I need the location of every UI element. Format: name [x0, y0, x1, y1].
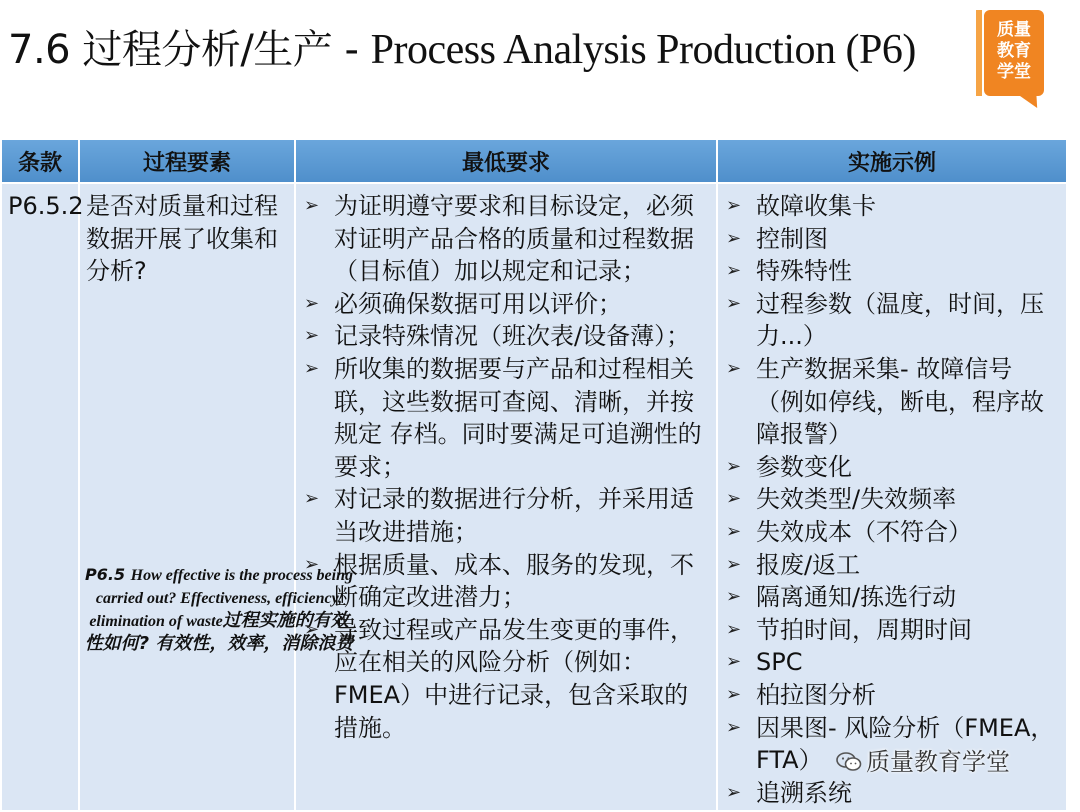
examples-cell — [717, 183, 1067, 811]
logo-tab — [976, 10, 982, 96]
note-chinese: 过程实施的有效性如何? 有效性，效率，消除浪费 — [84, 610, 354, 654]
list-item: ➢ 参数变化 — [726, 451, 1060, 484]
element-cell — [79, 183, 354, 811]
watermark-text: 质量教育学堂 — [866, 748, 1010, 776]
list-item: ➢ 特殊特性 — [726, 255, 1060, 288]
list-item: ➢ 为证明遵守要求和目标设定，必须对证明产品合格的质量和过程数据（目标值）加以规定和记录； — [304, 190, 710, 288]
requirements-table — [0, 138, 1068, 812]
page-title — [8, 18, 916, 75]
requirements-list — [296, 184, 716, 744]
examples-list — [718, 184, 1066, 809]
list-item: ➢ 所收集的数据要与产品和过程相关联，这些数据可查阅、清晰，并按规定 存档。同时要满足可追溯性的要求； — [304, 353, 710, 483]
header-minimum-requirements: 最低要求 — [295, 139, 717, 183]
list-item: ➢ SPC — [726, 646, 1060, 679]
list-item: ➢ 隔离通知/拣选行动 — [726, 581, 1060, 614]
list-item: ➢ 报废/返工 — [726, 549, 1060, 582]
list-item: ➢ 必须确保数据可用以评价； — [304, 288, 710, 321]
wechat-icon — [836, 752, 862, 772]
list-item: ➢ 记录特殊情况（班次表/设备薄）； — [304, 320, 710, 353]
list-item: ➢ 失效类型/失效频率 — [726, 483, 1060, 516]
list-item: ➢ 导致过程或产品发生变更的事件，应在相关的风险分析（例如： FMEA）中进行记录，包含采取的措施。 — [304, 614, 710, 744]
note-code: P6.5 — [85, 565, 126, 584]
header-implementation-examples: 实施示例 — [717, 139, 1067, 183]
list-item: ➢ 根据质量、成本、服务的发现，不断确定改进潜力； — [304, 549, 710, 614]
list-item: ➢ 追溯系统 — [726, 777, 1060, 810]
list-item: ➢ 因果图- 风险分析（FMEA，FTA） — [726, 712, 1060, 777]
brand-logo — [976, 10, 1048, 108]
note-english: How effective is the process being carried out? Effectiveness, efficiency, elimination of waste — [89, 567, 353, 630]
clause-number: P6.5.2 — [8, 192, 84, 220]
clause-cell — [1, 183, 84, 811]
list-item: ➢ 控制图 — [726, 223, 1060, 256]
logo-line: 学堂 — [997, 62, 1031, 82]
process-element — [80, 184, 354, 810]
logo-line: 质量 — [997, 20, 1031, 40]
element-text: 是否对质量和过程数据开展了收集和分析? — [86, 192, 278, 286]
logo-line: 教育 — [997, 41, 1031, 61]
list-item: ➢ 生产数据采集- 故障信号（例如停线，断电，程序故障报警） — [726, 353, 1060, 451]
title-chinese: 7.6 过程分析/生产 - — [8, 27, 371, 73]
requirements-cell — [295, 183, 717, 811]
list-item: ➢ 故障收集卡 — [726, 190, 1060, 223]
watermark — [836, 742, 1010, 777]
list-item: ➢ 节拍时间，周期时间 — [726, 614, 1060, 647]
header-process-element: 过程要素 — [79, 139, 295, 183]
list-item: ➢ 柏拉图分析 — [726, 679, 1060, 712]
list-item: ➢ 过程参数（温度，时间，压力...） — [726, 288, 1060, 353]
table-header-row — [1, 139, 1067, 183]
list-item: ➢ 对记录的数据进行分析，并采用适当改进措施； — [304, 483, 710, 548]
logo-box — [984, 10, 1044, 96]
title-english: Process Analysis Production (P6) — [370, 27, 916, 73]
header-clause: 条款 — [1, 139, 79, 183]
list-item: ➢ 失效成本（不符合） — [726, 516, 1060, 549]
table-row — [1, 183, 1067, 811]
